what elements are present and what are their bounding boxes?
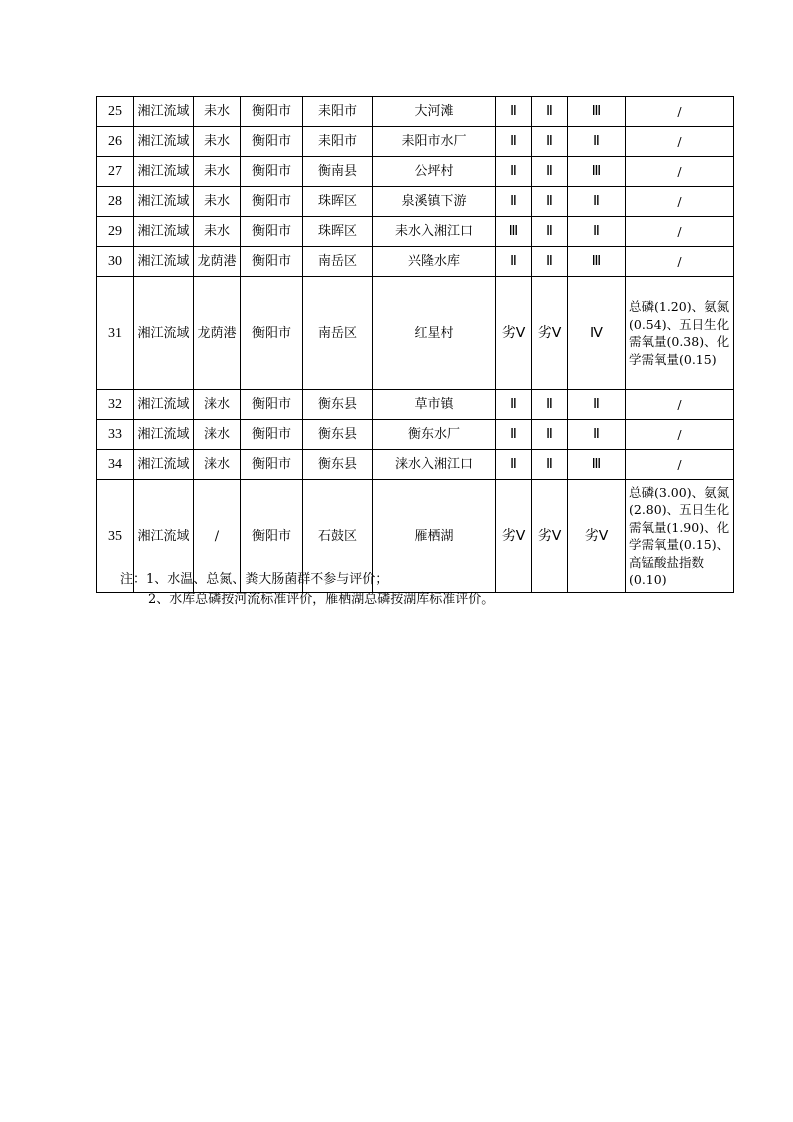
cell-grade-1: Ⅱ [496, 420, 532, 450]
cell-site: 耒阳市水厂 [373, 127, 496, 157]
cell-grade-1: Ⅲ [496, 217, 532, 247]
cell-basin: 湘江流域 [134, 127, 194, 157]
cell-grade-2: Ⅱ [532, 247, 568, 277]
cell-remark: / [626, 97, 734, 127]
cell-grade-3: Ⅱ [568, 390, 626, 420]
cell-grade-3: Ⅲ [568, 247, 626, 277]
cell-basin: 湘江流域 [134, 277, 194, 390]
cell-remark: 总磷(3.00)、氨氮(2.80)、五日生化需氧量(1.90)、化学需氧量(0.15)、高锰酸盐指数(0.10) [626, 480, 734, 593]
cell-county: 衡南县 [303, 157, 373, 187]
cell-basin: 湘江流域 [134, 390, 194, 420]
cell-grade-3: 劣Ⅴ [568, 480, 626, 593]
cell-county: 南岳区 [303, 277, 373, 390]
water-quality-table [96, 96, 734, 593]
cell-river: 耒水 [194, 217, 241, 247]
cell-grade-1: Ⅱ [496, 247, 532, 277]
cell-remark: / [626, 390, 734, 420]
cell-site: 草市镇 [373, 390, 496, 420]
cell-number: 27 [97, 157, 134, 187]
cell-basin: 湘江流域 [134, 480, 194, 593]
note-line-1: 注：1、水温、总氮、粪大肠菌群不参与评价； [120, 572, 389, 587]
cell-site: 公坪村 [373, 157, 496, 187]
cell-river: 龙荫港 [194, 277, 241, 390]
cell-basin: 湘江流域 [134, 217, 194, 247]
cell-river: / [194, 480, 241, 593]
cell-river: 涞水 [194, 450, 241, 480]
cell-grade-3: Ⅲ [568, 97, 626, 127]
cell-number: 32 [97, 390, 134, 420]
cell-river: 龙荫港 [194, 247, 241, 277]
cell-city: 衡阳市 [241, 127, 303, 157]
cell-remark: / [626, 450, 734, 480]
cell-grade-3: Ⅲ [568, 157, 626, 187]
cell-number: 29 [97, 217, 134, 247]
cell-basin: 湘江流域 [134, 187, 194, 217]
cell-county: 石鼓区 [303, 480, 373, 593]
cell-grade-1: Ⅱ [496, 127, 532, 157]
cell-city: 衡阳市 [241, 480, 303, 593]
cell-number: 31 [97, 277, 134, 390]
cell-grade-2: 劣Ⅴ [532, 277, 568, 390]
cell-remark: 总磷(1.20)、氨氮(0.54)、五日生化需氧量(0.38)、化学需氧量(0.15) [626, 277, 734, 390]
cell-grade-1: Ⅱ [496, 157, 532, 187]
cell-county: 珠晖区 [303, 217, 373, 247]
cell-city: 衡阳市 [241, 157, 303, 187]
cell-grade-1: Ⅱ [496, 97, 532, 127]
cell-county: 耒阳市 [303, 97, 373, 127]
cell-river: 涞水 [194, 420, 241, 450]
cell-county: 衡东县 [303, 450, 373, 480]
cell-county: 南岳区 [303, 247, 373, 277]
cell-number: 30 [97, 247, 134, 277]
cell-city: 衡阳市 [241, 247, 303, 277]
cell-grade-3: Ⅳ [568, 277, 626, 390]
cell-county: 衡东县 [303, 390, 373, 420]
cell-grade-1: 劣Ⅴ [496, 480, 532, 593]
cell-site: 涞水入湘江口 [373, 450, 496, 480]
cell-number: 34 [97, 450, 134, 480]
cell-number: 25 [97, 97, 134, 127]
cell-river: 耒水 [194, 157, 241, 187]
cell-grade-3: Ⅲ [568, 450, 626, 480]
table-row [97, 450, 734, 480]
cell-basin: 湘江流域 [134, 450, 194, 480]
cell-grade-2: Ⅱ [532, 420, 568, 450]
cell-basin: 湘江流域 [134, 420, 194, 450]
cell-river: 涞水 [194, 390, 241, 420]
table-row [97, 157, 734, 187]
cell-site: 大河滩 [373, 97, 496, 127]
cell-remark: / [626, 127, 734, 157]
table-row [97, 97, 734, 127]
note-line-2: 2、水库总磷按河流标准评价，雁栖湖总磷按湖库标准评价。 [148, 592, 495, 607]
cell-remark: / [626, 187, 734, 217]
table-row [97, 390, 734, 420]
cell-county: 珠晖区 [303, 187, 373, 217]
table-row [97, 187, 734, 217]
cell-grade-2: Ⅱ [532, 450, 568, 480]
table-body [97, 97, 734, 593]
cell-grade-1: Ⅱ [496, 450, 532, 480]
cell-city: 衡阳市 [241, 277, 303, 390]
table-row [97, 217, 734, 247]
cell-river: 耒水 [194, 97, 241, 127]
cell-number: 33 [97, 420, 134, 450]
cell-grade-3: Ⅱ [568, 187, 626, 217]
cell-site: 雁栖湖 [373, 480, 496, 593]
cell-site: 衡东水厂 [373, 420, 496, 450]
table-row [97, 247, 734, 277]
cell-basin: 湘江流域 [134, 157, 194, 187]
cell-remark: / [626, 420, 734, 450]
cell-site: 红星村 [373, 277, 496, 390]
table-notes [120, 570, 494, 610]
cell-grade-2: Ⅱ [532, 390, 568, 420]
cell-city: 衡阳市 [241, 390, 303, 420]
cell-river: 耒水 [194, 187, 241, 217]
cell-city: 衡阳市 [241, 187, 303, 217]
cell-grade-2: Ⅱ [532, 97, 568, 127]
cell-grade-1: Ⅱ [496, 187, 532, 217]
cell-grade-1: Ⅱ [496, 390, 532, 420]
cell-river: 耒水 [194, 127, 241, 157]
cell-city: 衡阳市 [241, 450, 303, 480]
cell-basin: 湘江流域 [134, 247, 194, 277]
cell-city: 衡阳市 [241, 217, 303, 247]
cell-county: 耒阳市 [303, 127, 373, 157]
cell-grade-3: Ⅱ [568, 217, 626, 247]
cell-basin: 湘江流域 [134, 97, 194, 127]
cell-grade-3: Ⅱ [568, 420, 626, 450]
table-row [97, 420, 734, 450]
cell-site: 耒水入湘江口 [373, 217, 496, 247]
cell-remark: / [626, 217, 734, 247]
cell-number: 35 [97, 480, 134, 593]
cell-grade-2: 劣Ⅴ [532, 480, 568, 593]
cell-remark: / [626, 247, 734, 277]
cell-number: 28 [97, 187, 134, 217]
cell-city: 衡阳市 [241, 97, 303, 127]
cell-grade-3: Ⅱ [568, 127, 626, 157]
cell-site: 泉溪镇下游 [373, 187, 496, 217]
cell-county: 衡东县 [303, 420, 373, 450]
table-row [97, 277, 734, 390]
cell-city: 衡阳市 [241, 420, 303, 450]
cell-grade-2: Ⅱ [532, 157, 568, 187]
cell-number: 26 [97, 127, 134, 157]
cell-grade-2: Ⅱ [532, 127, 568, 157]
cell-site: 兴隆水库 [373, 247, 496, 277]
table-row [97, 127, 734, 157]
cell-grade-1: 劣Ⅴ [496, 277, 532, 390]
cell-grade-2: Ⅱ [532, 217, 568, 247]
cell-remark: / [626, 157, 734, 187]
cell-grade-2: Ⅱ [532, 187, 568, 217]
